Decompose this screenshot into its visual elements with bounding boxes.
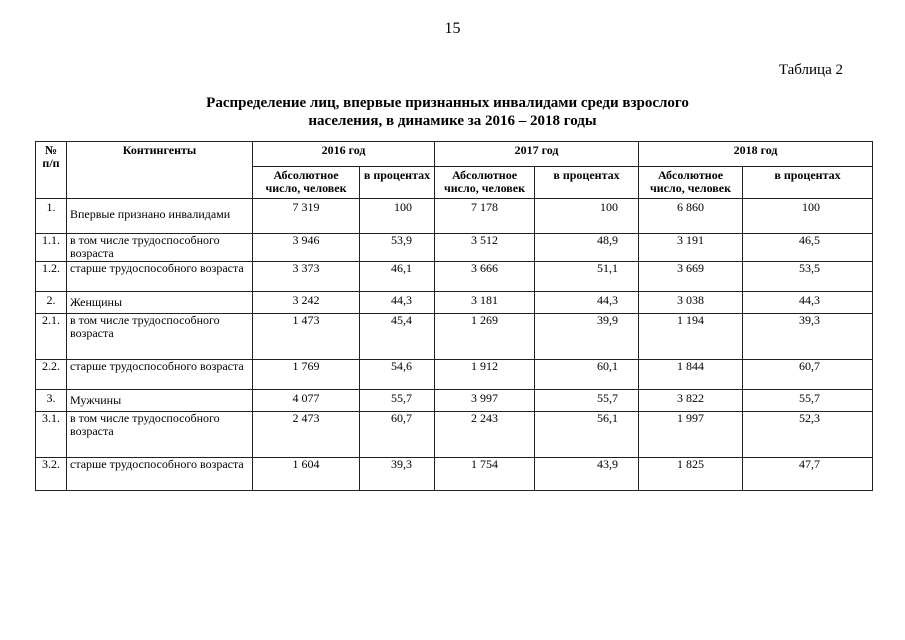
header-abs-2017: Абсолютное число, человек [435,167,535,199]
table-row [36,360,873,390]
cell-abs-2017: 1 754 [435,458,535,491]
cell-abs-2018: 3 822 [639,390,743,412]
row-label: Женщины [67,292,253,314]
cell-pct-2017: 51,1 [535,262,639,292]
cell-abs-2017: 1 269 [435,314,535,360]
cell-pct-2016: 100 [360,199,435,234]
header-year-2016: 2016 год [253,142,435,167]
table-row [36,199,873,234]
cell-pct-2016: 60,7 [360,412,435,458]
table-row [36,292,873,314]
cell-pct-2018: 39,3 [743,314,873,360]
statistics-table [35,141,873,491]
header-contingents: Контингенты [67,142,253,199]
header-abs-2018: Абсолютное число, человек [639,167,743,199]
cell-abs-2018: 3 191 [639,234,743,262]
cell-abs-2018: 1 825 [639,458,743,491]
table-row [36,412,873,458]
row-number: 2.1. [36,314,67,360]
cell-abs-2016: 2 473 [253,412,360,458]
cell-pct-2016: 54,6 [360,360,435,390]
cell-pct-2016: 44,3 [360,292,435,314]
row-number: 3. [36,390,67,412]
cell-abs-2016: 7 319 [253,199,360,234]
cell-abs-2018: 1 194 [639,314,743,360]
header-year-2018: 2018 год [639,142,873,167]
table-row [36,458,873,491]
row-label: старше трудоспособного возраста [67,458,253,491]
cell-abs-2018: 6 860 [639,199,743,234]
title-line-1: Распределение лиц, впервые признанных инвалидами среди взрослого [206,95,689,111]
table-header [36,142,873,199]
header-pct-2016: в процентах [360,167,435,199]
cell-abs-2016: 3 242 [253,292,360,314]
table-row [36,390,873,412]
row-number: 2. [36,292,67,314]
table-body [36,199,873,491]
cell-pct-2016: 45,4 [360,314,435,360]
cell-abs-2017: 3 666 [435,262,535,292]
cell-abs-2018: 3 038 [639,292,743,314]
document-title [0,94,905,130]
cell-abs-2018: 1 844 [639,360,743,390]
row-number: 3.1. [36,412,67,458]
table-row [36,262,873,292]
cell-pct-2018: 46,5 [743,234,873,262]
cell-abs-2017: 3 181 [435,292,535,314]
cell-pct-2017: 56,1 [535,412,639,458]
row-number: 3.2. [36,458,67,491]
cell-pct-2016: 39,3 [360,458,435,491]
row-label: старше трудоспособного возраста [67,262,253,292]
cell-pct-2017: 43,9 [535,458,639,491]
cell-pct-2018: 55,7 [743,390,873,412]
cell-pct-2018: 47,7 [743,458,873,491]
table-row [36,314,873,360]
cell-pct-2018: 52,3 [743,412,873,458]
header-year-2017: 2017 год [435,142,639,167]
cell-pct-2018: 100 [743,199,873,234]
row-label: в том числе трудоспособного возраста [67,234,253,262]
row-number: 1. [36,199,67,234]
table-label: Таблица 2 [778,62,843,78]
page-number: 15 [444,20,461,37]
cell-abs-2017: 2 243 [435,412,535,458]
cell-abs-2018: 1 997 [639,412,743,458]
header-abs-2016: Абсолютное число, человек [253,167,360,199]
cell-pct-2016: 46,1 [360,262,435,292]
header-pct-2018: в процентах [743,167,873,199]
cell-abs-2018: 3 669 [639,262,743,292]
cell-pct-2018: 60,7 [743,360,873,390]
cell-abs-2016: 3 946 [253,234,360,262]
cell-pct-2016: 55,7 [360,390,435,412]
cell-abs-2017: 7 178 [435,199,535,234]
header-pct-2017: в процентах [535,167,639,199]
cell-pct-2017: 60,1 [535,360,639,390]
cell-pct-2018: 53,5 [743,262,873,292]
row-label: в том числе трудоспособного возраста [67,314,253,360]
row-label: старше трудоспособного возраста [67,360,253,390]
cell-pct-2017: 55,7 [535,390,639,412]
header-num: № п/п [36,142,67,199]
cell-pct-2017: 39,9 [535,314,639,360]
row-label: в том числе трудоспособного возраста [67,412,253,458]
row-number: 1.1. [36,234,67,262]
cell-pct-2017: 48,9 [535,234,639,262]
row-number: 2.2. [36,360,67,390]
row-number: 1.2. [36,262,67,292]
cell-pct-2017: 44,3 [535,292,639,314]
cell-abs-2016: 4 077 [253,390,360,412]
cell-pct-2017: 100 [535,199,639,234]
cell-abs-2016: 1 604 [253,458,360,491]
title-line-2: населения, в динамике за 2016 – 2018 годы [308,113,597,129]
table-row [36,234,873,262]
cell-abs-2016: 3 373 [253,262,360,292]
row-label: Впервые признано инвалидами [67,199,253,234]
cell-abs-2016: 1 473 [253,314,360,360]
cell-abs-2017: 1 912 [435,360,535,390]
row-label: Мужчины [67,390,253,412]
cell-abs-2017: 3 997 [435,390,535,412]
cell-abs-2016: 1 769 [253,360,360,390]
cell-abs-2017: 3 512 [435,234,535,262]
cell-pct-2018: 44,3 [743,292,873,314]
cell-pct-2016: 53,9 [360,234,435,262]
